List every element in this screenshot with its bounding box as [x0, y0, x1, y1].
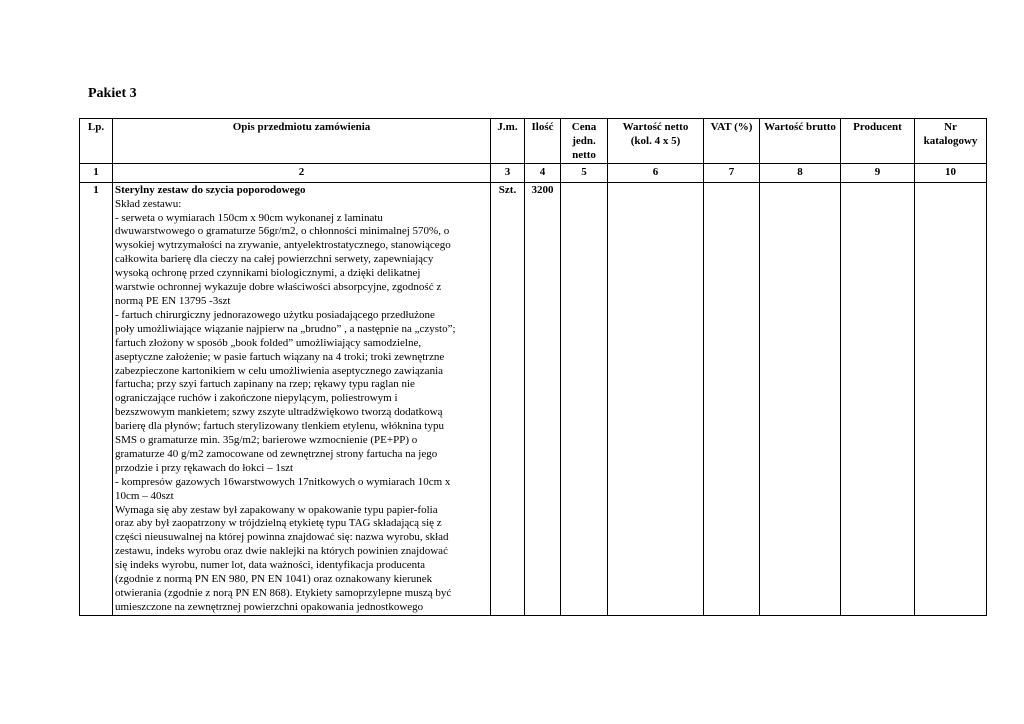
description-line: Wymaga się aby zestaw był zapakowany w opakowanie typu papier-folia — [115, 503, 438, 516]
column-number: 4 — [525, 163, 561, 182]
column-number: 2 — [113, 163, 491, 182]
description-line: normą PE EN 13795 -3szt — [115, 294, 231, 307]
description-line: oraz aby był zaopatrzony w trójdzielną etykietę typu TAG składającą się z — [115, 517, 442, 530]
description-line: przodzie i przy rękawach do łokci – 1szt — [115, 461, 294, 474]
description-lines — [115, 198, 488, 615]
description-line: fartuch złożony w sposób „book folded” umożliwiający samodzielne, — [115, 336, 422, 349]
header-wartosc-netto-line: Wartość netto — [622, 121, 689, 133]
header-cena-line: jedn. — [572, 134, 596, 147]
item-ilosc: 3200 — [525, 182, 561, 615]
item-nr-katalogowy — [915, 182, 987, 615]
item-description — [113, 182, 491, 615]
column-number-row — [80, 163, 987, 182]
column-number: 9 — [841, 163, 915, 182]
description-line: się indeks wyrobu, numer lot, data ważności, identyfikacja producenta — [115, 559, 426, 572]
table-row — [80, 182, 987, 615]
description-line: (zgodnie z normą PN EN 980, PN EN 1041) oraz oznakowany kierunek — [115, 573, 433, 586]
column-number: 6 — [608, 163, 704, 182]
description-line: SMS o gramaturze min. 35g/m2; barierowe wzmocnienie (PE+PP) o — [115, 434, 418, 447]
item-name: Sterylny zestaw do szycia poporodowego — [115, 183, 306, 196]
description-line: poły umożliwiające wiązanie najpierw na „brudno” , a następnie na „czysto”; — [115, 322, 456, 335]
header-opis: Opis przedmiotu zamówienia — [113, 119, 491, 164]
description-line: barierę dla płynów; fartuch sterylizowany tlenkiem etylenu, włóknina typu — [115, 420, 444, 433]
description-line: wysoką ochronę przed czynnikami biologicznymi, a dzięki delikatnej — [115, 267, 421, 280]
header-cena-line: Cena — [571, 121, 597, 133]
description-line: zestawu, indeks wyrobu oraz dwie naklejki na których powinien znajdować — [115, 545, 448, 558]
item-lp: 1 — [80, 182, 113, 615]
header-wartosc-netto-line: (kol. 4 x 5) — [630, 134, 681, 147]
column-number: 3 — [491, 163, 525, 182]
header-ilosc: Ilość — [525, 119, 561, 164]
column-number: 5 — [561, 163, 608, 182]
description-line: - fartuch chirurgiczny jednorazowego użytku posiadającego przedłużone — [115, 308, 435, 321]
description-line: zabezpieczone kartonikiem w celu umożliwienia aseptycznego zawiązania — [115, 364, 444, 377]
description-line: wysokiej wytrzymałości na zrywanie, antyelektrostatycznego, stanowiącego — [115, 239, 451, 252]
description-line: umieszczone na zewnętrznej powierzchni opakowania jednostkowego — [115, 600, 424, 613]
description-line: warstwie ochronnej wykazuje dobre właściwości absorpcyjne, zgodność z — [115, 281, 442, 294]
description-line: części nieusuwalnej na której powinna znajdować się: nazwa wyrobu, skład — [115, 531, 449, 544]
description-line: - kompresów gazowych 16warstwowych 17nitkowych o wymiarach 10cm x — [115, 475, 451, 488]
description-line: bezszwowym mankietem; szwy zszyte ultradźwiękowo tworzą dodatkową — [115, 406, 443, 419]
header-producent: Producent — [841, 119, 915, 164]
header-wartosc-brutto: Wartość brutto — [760, 119, 841, 164]
description-line: otwierania (zgodnie z norą PN EN 868). Etykiety samoprzylepne muszą być — [115, 587, 452, 599]
description-line: całkowita barierę dla cieczy na całej powierzchni serwety, zapewniający — [115, 253, 434, 266]
header-nr-katalogowy: Nr katalogowy — [915, 119, 987, 164]
header-jm: J.m. — [491, 119, 525, 164]
description-line: - serweta o wymiarach 150cm x 90cm wykonanej z laminatu — [115, 211, 383, 224]
column-number: 7 — [704, 163, 760, 182]
description-line: aseptyczne założenie; w pasie fartuch wiązany na 4 troki; troki zewnętrzne — [115, 350, 445, 363]
column-number: 1 — [80, 163, 113, 182]
description-line: dwuwarstwowego o gramaturze 56gr/m2, o chłonności minimalnej 570%, o — [115, 225, 450, 238]
description-line: gramaturze 40 g/m2 zamocowane od zewnętrznej strony fartucha na jego — [115, 447, 438, 460]
description-line: Skład zestawu: — [115, 197, 182, 210]
item-cena — [561, 182, 608, 615]
header-row — [80, 119, 987, 164]
item-jm: Szt. — [491, 182, 525, 615]
header-cena-line: netto — [572, 148, 596, 161]
description-line: fartucha; przy szyi fartuch zapinany na rzep; rękawy typu raglan nie — [115, 378, 415, 391]
header-wartosc-netto — [608, 119, 704, 164]
description-line: ograniczające ruchów i zakończone niepylącym, poliestrowym i — [115, 392, 398, 405]
item-wartosc-netto — [608, 182, 704, 615]
description-line: 10cm – 40szt — [115, 489, 174, 502]
page-title: Pakiet 3 — [88, 86, 137, 101]
column-number: 10 — [915, 163, 987, 182]
header-lp: Lp. — [80, 119, 113, 164]
header-cena — [561, 119, 608, 164]
item-vat — [704, 182, 760, 615]
item-wartosc-brutto — [760, 182, 841, 615]
item-producent — [841, 182, 915, 615]
column-number: 8 — [760, 163, 841, 182]
header-vat: VAT (%) — [704, 119, 760, 164]
order-table — [79, 118, 987, 616]
